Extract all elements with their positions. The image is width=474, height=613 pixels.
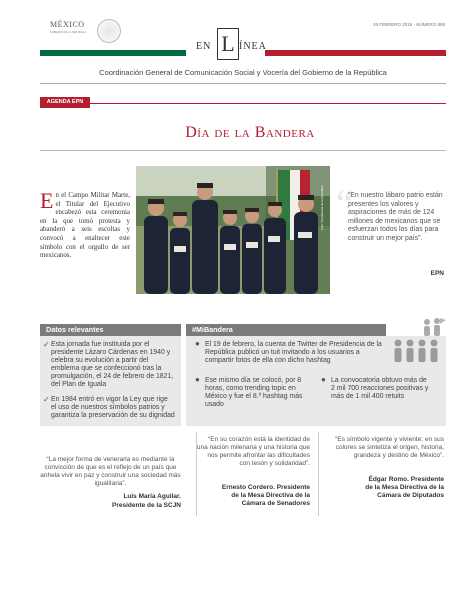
mibandera-item: El 19 de febrero, la cuenta de Twitter de Presidencia de la República publicó un tuit invitando a los usuarios a compartir fotos de ella con dicho hashtag [205,341,382,364]
bottom-quote-author: Luis María Aguilar. [123,493,181,500]
people-icon [392,338,442,375]
quote-mark-icon: “ [336,183,353,225]
drop-cap: E [40,188,54,213]
featured-quote-author: EPN [430,270,444,277]
bottom-quote-text: “La mejor forma de venerarla es mediante la convicción de que es el reflejo de un país que anhela vivir en paz y construir una sociedad más igualitaria”. [40,456,181,487]
bottom-quote-author: Édgar Romo. Presidente [368,476,444,483]
bottom-quote-text: “Es símbolo vigente y viviente; en sus colores se sintetiza el origen, historia, grandeza y destino de México”. [335,436,444,459]
check-icon: ✓ [43,340,50,349]
intro-paragraph [40,188,130,261]
bullet-icon: ● [321,375,326,384]
mibandera-item: Ese mismo día se colocó, por 8 horas, como trending topic en México y fue el 8.º hashtag más usado [205,377,303,408]
bullet-icon: ● [195,339,200,348]
divider [40,150,446,151]
logo-subtext: GOBIERNO DE LA REPÚBLICA [50,31,87,34]
bottom-quote-role: Cámara de Diputados [377,492,444,499]
logo-text: MÉXICO [50,20,85,29]
bottom-quote-text: “En su corazón está la identidad de una nación milenaria y una historia que nos permite afrontar las dificultades con tesón y solidaridad”. [196,436,310,467]
check-icon: ✓ [43,395,50,404]
brand-suffix: ÍNEA [239,41,267,52]
header-subtitle: Coordinación General de Comunicación Social y Vocería del Gobierno de la República [99,68,387,77]
bottom-quote-role: de la Mesa Directiva de la [231,492,310,499]
section-rule [40,103,446,104]
datos-item: Esta jornada fue instituida por el presidente Lázaro Cárdenas en 1940 y celebra su evolución a partir del emblema que se confeccionó tras la promulgación, el 24 de febrero de 1821, del Plan de Iguala [51,341,174,388]
page-title: Día de la Bandera [185,124,315,141]
brand-letter-box: L [217,28,239,60]
mexico-seal-icon [97,19,121,43]
intro-text: n el Campo Militar Marte, el Titular del Ejecutivo encabezó esta ceremonia en la que tomó protesta y abanderó a seis escoltas y convocó a enaltecer este símbolo con el orgullo de ser mexicanos. [40,192,130,260]
column-divider [318,432,319,516]
issue-date: 26 FEBRERO 2018 · NÚMERO 898 [372,22,445,27]
photo-credit: Foto: Presidencia de la República [320,185,324,230]
datos-box [40,336,181,426]
government-logo [40,18,125,44]
featured-quote: “En nuestro lábaro patrio están presentes los valores y aspiraciones de más de 124 millones de mexicanos que se esfuerzan todos los días para construir un mejor país”. [348,192,443,242]
bottom-quote-role: Presidente de la SCJN [112,502,181,509]
divider [40,83,446,84]
bottom-quote-role: Cámara de Senadores [241,500,310,507]
header-band-red [265,50,446,56]
ceremony-photo [136,166,330,294]
header-band-green [40,50,186,56]
bottom-quote-author: Ernesto Cordero. Presidente [221,484,310,491]
bottom-quote-role: de la Mesa Directiva de la [365,484,444,491]
bullet-icon: ● [195,375,200,384]
brand-prefix: EN [196,41,212,52]
mibandera-heading: #MiBandera [186,324,386,336]
publication-brand [196,28,267,62]
mibandera-item: La convocatoria obtuvo más de 2 mil 700 reacciones positivas y más de 1 mil 400 retuits [331,377,429,400]
datos-item: En 1984 entró en vigor la Ley que rige el uso de nuestros símbolos patrios y garantiza la preservación de su dignidad [51,396,175,419]
datos-heading: Datos relevantes [40,324,181,336]
section-tag: AGENDA EPN [40,97,90,108]
